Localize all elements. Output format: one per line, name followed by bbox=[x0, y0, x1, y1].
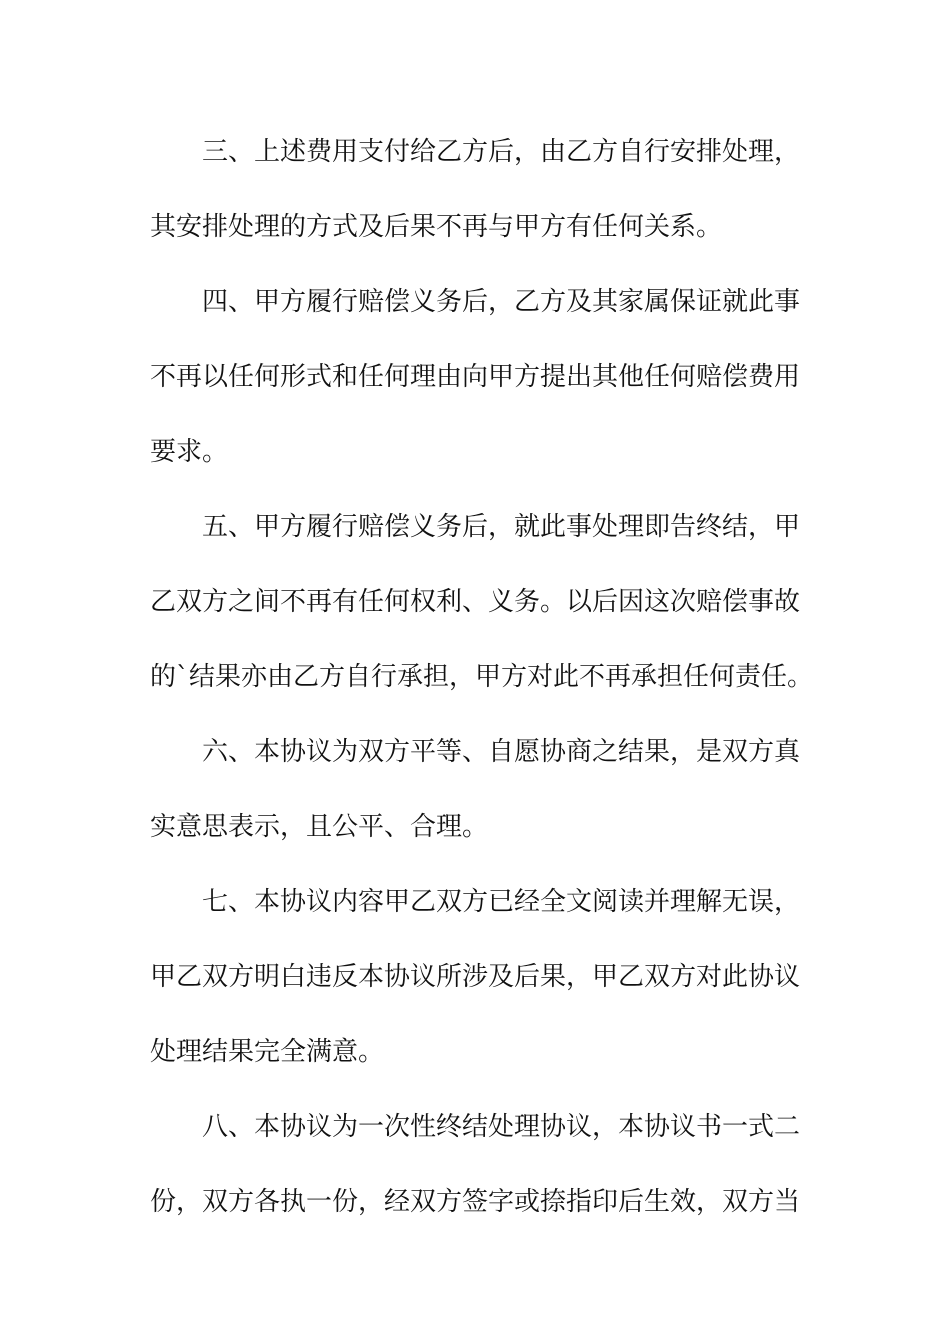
clause-4-line-1: 四、甲方履行赔偿义务后，乙方及其家属保证就此事 bbox=[202, 287, 801, 317]
clause-5-line-1: 五、甲方履行赔偿义务后，就此事处理即告终结，甲 bbox=[202, 512, 801, 542]
clause-5-line-3: 的`结果亦由乙方自行承担，甲方对此不再承担任何责任。 bbox=[150, 662, 814, 692]
clause-7-line-2: 甲乙双方明白违反本协议所涉及后果，甲乙双方对此协议 bbox=[150, 962, 801, 992]
clause-4-line-3: 要求。 bbox=[150, 437, 229, 467]
clause-3-line-1: 三、上述费用支付给乙方后，由乙方自行安排处理， bbox=[202, 137, 801, 167]
clause-7-line-3: 处理结果完全满意。 bbox=[150, 1037, 385, 1067]
clause-5-line-2: 乙双方之间不再有任何权利、义务。以后因这次赔偿事故 bbox=[150, 587, 801, 617]
clause-3-line-2: 其安排处理的方式及后果不再与甲方有任何关系。 bbox=[150, 212, 723, 242]
clause-8-line-1: 八、本协议为一次性终结处理协议，本协议书一式二 bbox=[202, 1112, 801, 1142]
clause-8-line-2: 份，双方各执一份，经双方签字或捺指印后生效，双方当 bbox=[150, 1187, 801, 1217]
clause-7-line-1: 七、本协议内容甲乙双方已经全文阅读并理解无误， bbox=[202, 887, 801, 917]
clause-4-line-2: 不再以任何形式和任何理由向甲方提出其他任何赔偿费用 bbox=[150, 362, 801, 392]
clause-6-line-2: 实意思表示，且公平、合理。 bbox=[150, 812, 489, 842]
clause-6-line-1: 六、本协议为双方平等、自愿协商之结果，是双方真 bbox=[202, 737, 801, 767]
